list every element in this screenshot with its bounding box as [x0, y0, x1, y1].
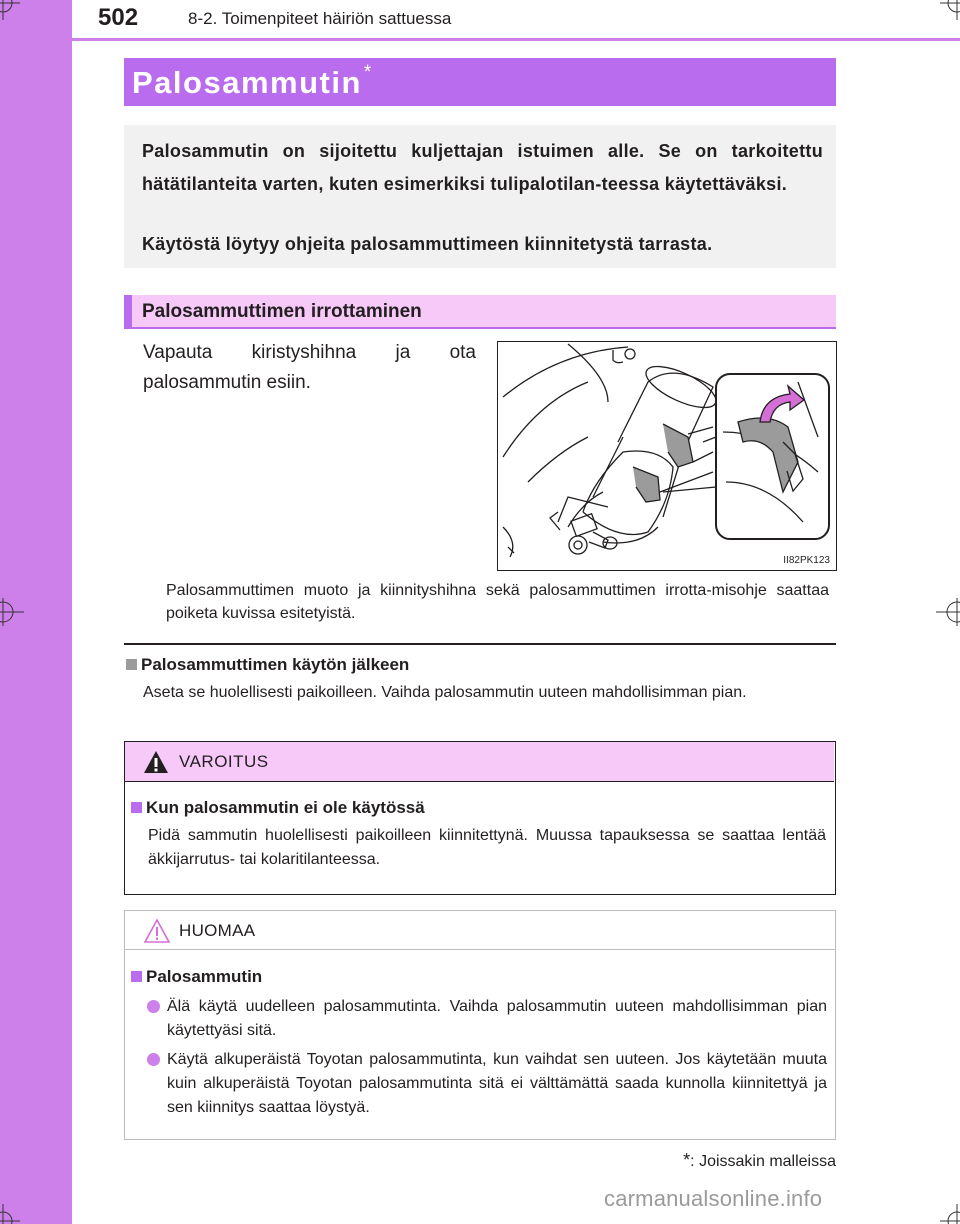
- title-footnote-marker: *: [363, 62, 373, 83]
- title-banner: [124, 58, 836, 106]
- illustration-note: Palosammuttimen muoto ja kiinnityshihna sekä palosammuttimen irrotta-misohje saattaa poiketa kuvissa esitetyistä.: [166, 582, 829, 622]
- warning-subheading: [131, 798, 425, 818]
- notice-subheading: [131, 967, 262, 987]
- square-bullet-icon: [126, 659, 137, 670]
- square-bullet-icon: [131, 971, 142, 982]
- chapter-title: 8-2. Toimenpiteet häiriön sattuessa: [188, 9, 452, 28]
- notice-subheading-text: Palosammutin: [146, 967, 263, 986]
- crop-mark-mid-left: [0, 598, 24, 626]
- crop-mark-bottom-right: [940, 1204, 960, 1224]
- warning-triangle-icon: [143, 750, 169, 774]
- after-use-heading-text: Palosammuttimen käytön jälkeen: [141, 655, 410, 674]
- step-instruction: Vapauta kiristyshihna ja ota palosammutin esiin.: [143, 342, 476, 393]
- caution-triangle-icon: [143, 918, 171, 944]
- warning-text: Pidä sammutin huolellisesti paikoilleen kiinnitettynä. Muussa tapauksessa se saattaa lentää äkkijarrutus- tai kolaritilanteessa.: [148, 827, 826, 868]
- warning-title: VAROITUS: [179, 752, 269, 771]
- warning-subheading-text: Kun palosammutin ei ole käytössä: [146, 798, 425, 817]
- watermark: carmanualsonline.info: [604, 1186, 823, 1211]
- notice-box: [124, 910, 836, 1140]
- section-heading-removal: [124, 295, 836, 329]
- intro-paragraph-1: Palosammutin on sijoitettu kuljettajan istuimen alle. Se on tarkoitettu hätätilanteita varten, kuten esimerkiksi tulipalotilan-teessa käytettäväksi.: [142, 141, 823, 194]
- crop-mark-bottom-left: [0, 1204, 20, 1224]
- crop-mark-top-left: [0, 0, 20, 20]
- intro-paragraph-2: Käytöstä löytyy ohjeita palosammuttimeen kiinnitetystä tarrasta.: [142, 234, 713, 254]
- circle-bullet-icon: [147, 1000, 160, 1013]
- footnote-marker: *: [683, 1150, 691, 1170]
- section-heading-bar: [124, 295, 132, 329]
- section-heading-text: Palosammuttimen irrottaminen: [142, 301, 422, 322]
- notice-title: HUOMAA: [179, 921, 256, 940]
- notice-header: [125, 911, 835, 950]
- page-title: [132, 62, 373, 101]
- extinguisher-illustration: [497, 341, 837, 571]
- footnote-text: : Joissakin malleissa: [690, 1153, 836, 1170]
- warning-box: [124, 741, 836, 895]
- notice-item-text: Älä käytä uudelleen palosammutinta. Vaihda palosammutin uuteen mahdollisimman pian käytettyäsi sitä.: [167, 998, 827, 1039]
- header-rule: [72, 38, 960, 41]
- extinguisher-drawing-icon: [498, 342, 835, 569]
- notice-item: [147, 1048, 827, 1120]
- after-use-text: Aseta se huolellisesti paikoilleen. Vaihda palosammutin uuteen mahdollisimman pian.: [143, 684, 747, 701]
- notice-item-text: Käytä alkuperäistä Toyotan palosammutinta, kun vaihdat sen uuteen. Jos käytetään muuta kuin alkuperäistä Toyotan palosammutinta sitä ei välttämättä saada kunnolla kiinnitettyä ja sen kiinnitys saattaa löystyä.: [167, 1051, 827, 1116]
- section-divider: [124, 643, 836, 645]
- after-use-heading: [126, 655, 409, 675]
- illustration-code: II82PK123: [783, 555, 830, 566]
- page-title-text: Palosammutin: [132, 65, 362, 100]
- intro-box: [124, 125, 836, 268]
- page-number: 502: [98, 4, 139, 31]
- warning-header: [125, 742, 834, 782]
- notice-item: [147, 995, 827, 1043]
- crop-mark-mid-right: [936, 598, 960, 626]
- footnote: [683, 1150, 836, 1171]
- square-bullet-icon: [131, 802, 142, 813]
- circle-bullet-icon: [147, 1053, 160, 1066]
- crop-mark-top-right: [940, 0, 960, 20]
